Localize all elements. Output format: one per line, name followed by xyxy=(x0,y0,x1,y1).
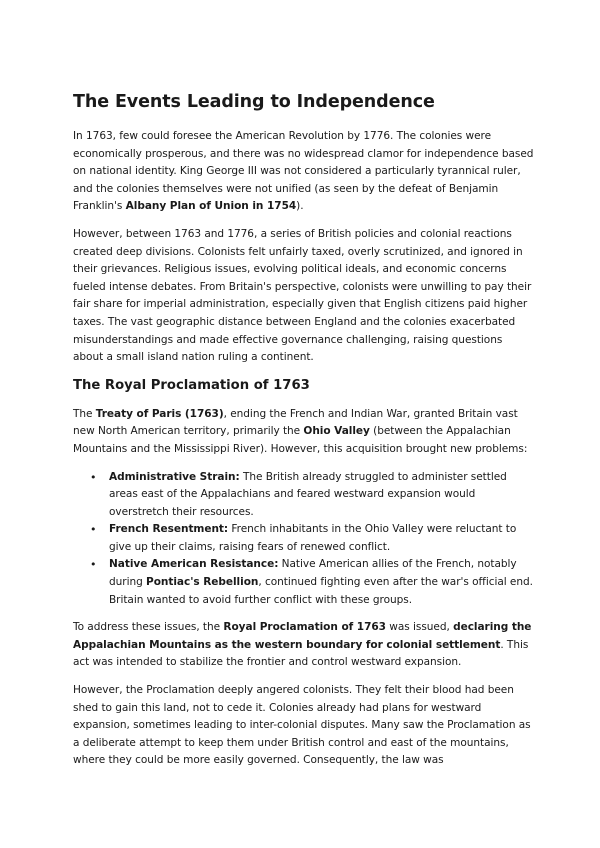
list-item-text: The British already struggled to administer settled areas east of the Appalachians and feared westward expansion would overstretch their resources. xyxy=(109,470,507,518)
section-paragraph-3: However, the Proclamation deeply angered colonists. They felt their blood had been shed to gain this land, not to cede it. Colonies already had plans for westward expansion, sometimes leading to inter-colonial disputes. Many saw the Proclamation as a deliberate attempt to keep them under British control and east of the mountains, where they could be more easily governed. Consequently, the law was xyxy=(73,684,531,767)
intro-paragraph-1 xyxy=(73,128,535,216)
text-span: , ending the French and Indian War, granted Britain vast new North American territory, primarily the xyxy=(73,407,518,438)
problems-list xyxy=(73,469,535,610)
list-item xyxy=(109,556,535,609)
text-span: To address these issues, the xyxy=(73,621,224,634)
text-span: The xyxy=(73,407,96,420)
text-span: . This act was intended to stabilize the frontier and control westward expansion. xyxy=(73,638,529,669)
list-item-label: French Resentment: xyxy=(109,523,229,536)
intro-end: ). xyxy=(296,200,304,213)
intro-paragraph-2: However, between 1763 and 1776, a series of British policies and colonial reactions created deep divisions. Colonists felt unfairly taxed, overly scrutinized, and ignored in their grievances. Religious issues, evolving political ideals, and economic concerns fueled intense debates. From Britain's perspective, colonists were unwilling to pay their fair share for imperial administration, especially given that English citizens paid higher taxes. The vast geographic distance between England and the colonies exacerbated misunderstandings and made effective governance challenging, raising questions about a small island nation ruling a continent. xyxy=(73,227,532,364)
document-page xyxy=(73,90,535,780)
list-item-text: Native American allies of the French, notably during xyxy=(109,558,517,589)
section-paragraph-1 xyxy=(73,406,535,459)
list-item-text: , continued fighting even after the war's official end. Britain wanted to avoid further conflict with these groups. xyxy=(109,576,533,606)
treaty-bold: Treaty of Paris (1763) xyxy=(95,407,224,420)
boundary-bold: declaring the Appalachian Mountains as the western boundary for colonial settlement xyxy=(73,621,532,651)
proclamation-bold: Royal Proclamation of 1763 xyxy=(223,621,386,634)
text-span: (between the Appalachian Mountains and the Mississippi River). However, this acquisition brought new problems: xyxy=(73,425,528,455)
section-paragraph-2 xyxy=(73,619,535,672)
section-heading: The Royal Proclamation of 1763 xyxy=(73,377,310,393)
list-item-label: Native American Resistance: xyxy=(109,558,279,571)
list-item-text: French inhabitants in the Ohio Valley were reluctant to give up their claims, raising fears of renewed conflict. xyxy=(109,523,517,553)
text-span: was issued, xyxy=(385,621,454,634)
pontiac-bold: Pontiac's Rebellion xyxy=(146,576,259,589)
list-item xyxy=(109,521,535,556)
list-item-label: Administrative Strain: xyxy=(109,470,240,483)
ohio-valley-bold: Ohio Valley xyxy=(303,425,370,438)
page-title: The Events Leading to Independence xyxy=(73,92,435,112)
intro-text: In 1763, few could foresee the American Revolution by 1776. The colonies were economically prosperous, and there was no widespread clamor for independence based on national identity. King George III was not considered a particularly tyrannical ruler, and the colonies themselves were not unified (as seen by the defeat of Benjamin Franklin's xyxy=(73,130,534,213)
albany-plan-bold: Albany Plan of Union in 1754 xyxy=(125,200,297,213)
list-item xyxy=(109,469,535,522)
